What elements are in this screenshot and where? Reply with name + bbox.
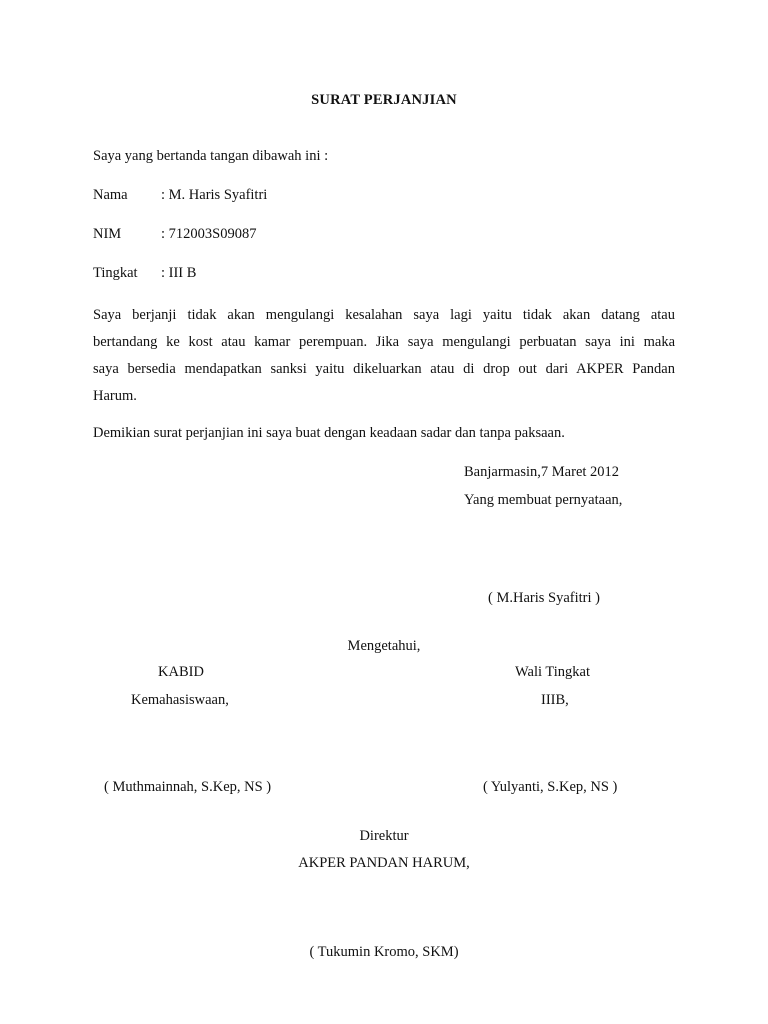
place-date: Banjarmasin,7 Maret 2012 (464, 464, 620, 480)
statement-line: bertandang ke kost atau kamar perempuan. Jika saya mengulangi perbuatan saya ini maka (93, 334, 675, 350)
direktur-signature-name: ( Tukumin Kromo, SKM) (309, 944, 459, 960)
acknowledged-label: Mengetahui, (347, 638, 421, 654)
statement-line: Harum. (93, 388, 137, 404)
statement-line: Saya berjanji tidak akan mengulangi kesalahan saya lagi yaitu tidak akan datang atau (93, 307, 675, 323)
field-label-nama: Nama (93, 187, 128, 203)
statement-paragraph (93, 302, 675, 410)
direktur-title: Direktur (359, 828, 409, 844)
field-value-nim: : 712003S09087 (161, 226, 257, 242)
closing-text: Demikian surat perjanjian ini saya buat dengan keadaan sadar dan tanpa paksaan. (93, 425, 565, 441)
wali-signature-name: ( Yulyanti, S.Kep, NS ) (483, 779, 618, 795)
field-value-tingkat: : III B (161, 265, 197, 281)
maker-signature-name: ( M.Haris Syafitri ) (488, 590, 600, 606)
statement-line: saya bersedia mendapatkan sanksi yaitu dikeluarkan atau di drop out dari AKPER Pandan (93, 361, 675, 377)
wali-subtitle: IIIB, (541, 692, 569, 708)
field-value-nama: : M. Haris Syafitri (161, 187, 268, 203)
intro-text: Saya yang bertanda tangan dibawah ini : (93, 148, 329, 164)
maker-label: Yang membuat pernyataan, (464, 492, 623, 508)
wali-title: Wali Tingkat (515, 664, 590, 680)
direktur-subtitle: AKPER PANDAN HARUM, (298, 855, 470, 871)
kabid-title: KABID (158, 664, 204, 680)
kabid-subtitle: Kemahasiswaan, (131, 692, 229, 708)
kabid-signature-name: ( Muthmainnah, S.Kep, NS ) (104, 779, 272, 795)
field-label-nim: NIM (93, 226, 122, 242)
field-label-tingkat: Tingkat (93, 265, 138, 281)
document-title: SURAT PERJANJIAN (311, 92, 457, 108)
